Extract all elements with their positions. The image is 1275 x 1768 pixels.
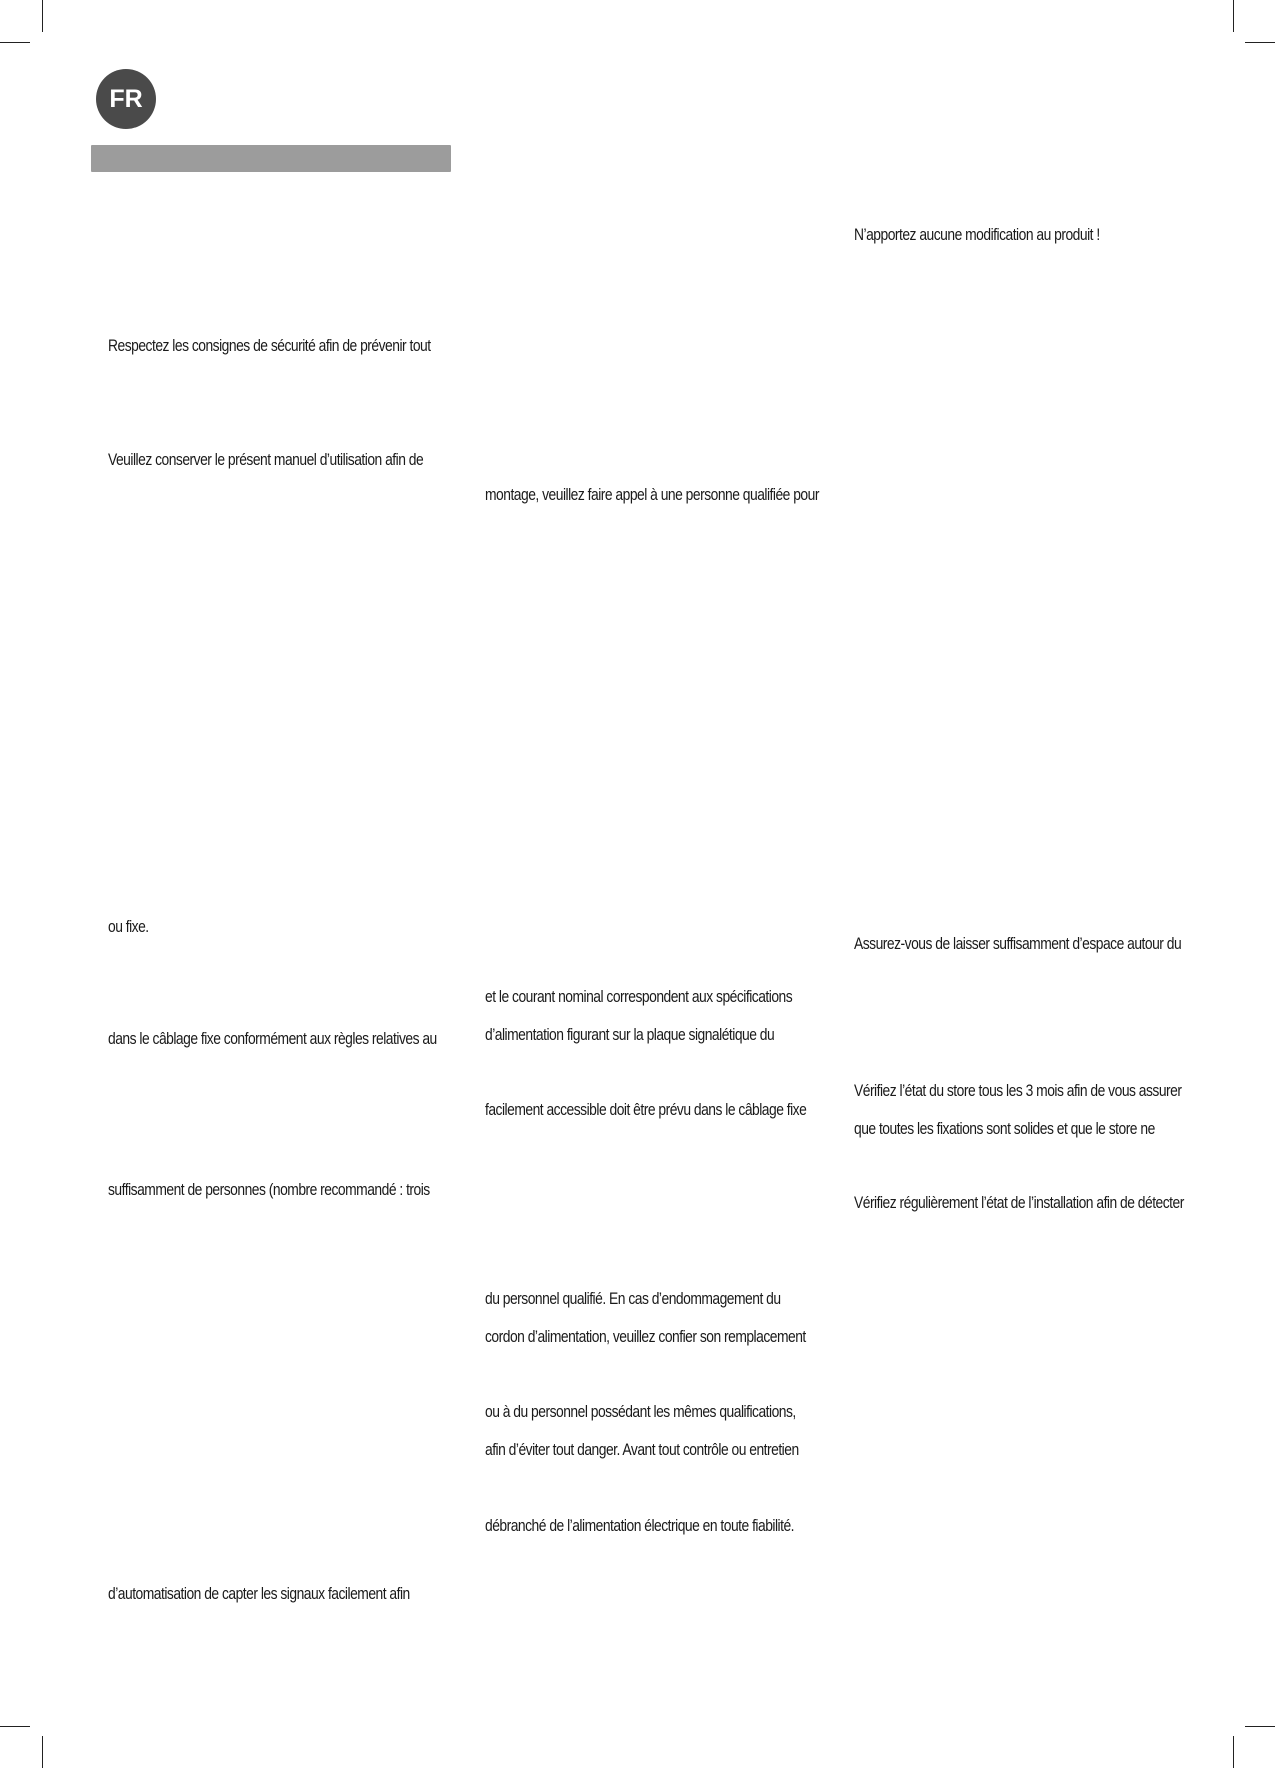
middle-line-1: montage, veuillez faire appel à une personne qualifiée pour — [485, 486, 819, 504]
crop-mark-top-right — [1233, 0, 1234, 32]
middle-line-5: du personnel qualifié. En cas d’endommagement du — [485, 1290, 781, 1308]
middle-line-4: facilement accessible doit être prévu dans le câblage fixe — [485, 1101, 807, 1119]
middle-line-3: d’alimentation figurant sur la plaque signalétique du — [485, 1026, 775, 1044]
right-line-5: Vérifiez régulièrement l’état de l’installation afin de détecter — [854, 1194, 1184, 1212]
crop-mark-bottom-left — [42, 1736, 43, 1768]
left-line-1: Respectez les consignes de sécurité afin de prévenir tout — [108, 337, 431, 355]
middle-line-6: cordon d’alimentation, veuillez confier son remplacement — [485, 1328, 806, 1346]
crop-mark-top-left-h — [0, 42, 30, 43]
crop-mark-bottom-right — [1233, 1736, 1234, 1768]
language-badge: FR — [96, 69, 156, 129]
crop-mark-bottom-right-h — [1245, 1726, 1275, 1727]
middle-line-8: afin d’éviter tout danger. Avant tout contrôle ou entretien — [485, 1441, 799, 1459]
crop-mark-bottom-left-h — [0, 1726, 30, 1727]
left-line-4: dans le câblage fixe conformément aux règles relatives au — [108, 1030, 437, 1048]
crop-mark-top-left — [42, 0, 43, 32]
right-line-1: N’apportez aucune modification au produit ! — [854, 226, 1100, 244]
middle-line-2: et le courant nominal correspondent aux spécifications — [485, 988, 793, 1006]
crop-mark-top-right-h — [1245, 42, 1275, 43]
middle-line-9: débranché de l’alimentation électrique en toute fiabilité. — [485, 1517, 795, 1535]
right-line-4: que toutes les fixations sont solides et que le store ne — [854, 1120, 1155, 1138]
left-line-5: suffisamment de personnes (nombre recommandé : trois — [108, 1181, 430, 1199]
middle-line-7: ou à du personnel possédant les mêmes qualifications, — [485, 1403, 796, 1421]
left-line-6: d’automatisation de capter les signaux facilement afin — [108, 1585, 410, 1603]
left-line-2: Veuillez conserver le présent manuel d’utilisation afin de — [108, 451, 424, 469]
left-line-3: ou fixe. — [108, 918, 149, 936]
section-header-bar — [91, 145, 451, 172]
right-line-2: Assurez-vous de laisser suffisamment d’espace autour du — [854, 935, 1182, 953]
right-line-3: Vérifiez l’état du store tous les 3 mois afin de vous assurer — [854, 1082, 1182, 1100]
